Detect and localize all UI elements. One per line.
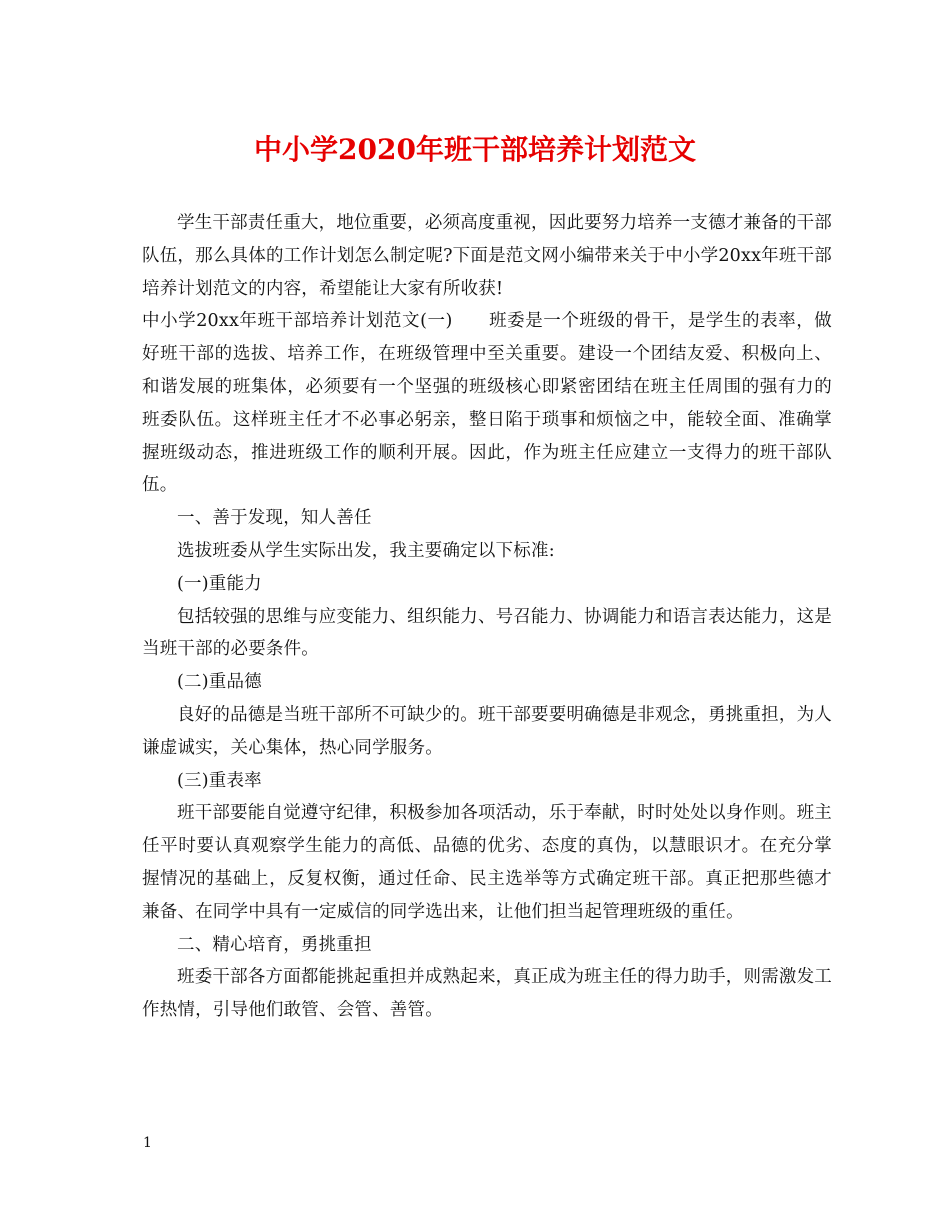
subheading-example: (三)重表率 (177, 770, 262, 791)
heading-training: 二、精心培育，勇挑重担 (177, 934, 372, 955)
subheading-morality: (二)重品德 (177, 672, 262, 693)
page-number: 1 (143, 1135, 152, 1151)
document-body (142, 207, 832, 1027)
paragraph-example: 班干部要能自觉遵守纪律，积极参加各项活动，乐于奉献，时时处处以身作则。班主任平时要认真观察学生能力的高低、品德的优劣、态度的真伪，以慧眼识才。在充分掌握情况的基础上，反复权衡，通过任命、民主选举等方式确定班干部。真正把那些德才兼备、在同学中具有一定威信的同学选出来，让他们担当起管理班级的重任。 (142, 803, 832, 922)
paragraph-ability: 包括较强的思维与应变能力、组织能力、号召能力、协调能力和语言表达能力，这是当班干部的必要条件。 (142, 606, 832, 660)
paragraph-selection-standards: 选拔班委从学生实际出发，我主要确定以下标准: (177, 540, 555, 561)
document-title: 中小学2020年班干部培养计划范文 (254, 133, 696, 166)
paragraph-section-one-intro: 中小学20xx年班干部培养计划范文(一) 班委是一个班级的骨干，是学生的表率，做好班干部的选拔、培养工作，在班级管理中至关重要。建设一个团结友爱、积极向上、和谐发展的班集体，必须要有一个坚强的班级核心即紧密团结在班主任周围的强有力的班委队伍。这样班主任才不必事必躬亲，整日陷于琐事和烦恼之中，能较全面、准确掌握班级动态，推进班级工作的顺利开展。因此，作为班主任应建立一支得力的班干部队伍。 (142, 311, 832, 496)
heading-find-and-appoint: 一、善于发现，知人善任 (177, 508, 372, 529)
paragraph-morality: 良好的品德是当班干部所不可缺少的。班干部要要明确德是非观念，勇挑重担，为人谦虚诚实，关心集体，热心同学服务。 (142, 704, 832, 758)
subheading-ability: (一)重能力 (177, 573, 262, 594)
paragraph-training: 班委干部各方面都能挑起重担并成熟起来，真正成为班主任的得力助手，则需激发工作热情，引导他们敢管、会管、善管。 (142, 967, 832, 1021)
paragraph-intro: 学生干部责任重大，地位重要，必须高度重视，因此要努力培养一支德才兼备的干部队伍，那么具体的工作计划怎么制定呢?下面是范文网小编带来关于中小学20xx年班干部培养计划范文的内容，希望能让大家有所收获! (142, 213, 832, 299)
